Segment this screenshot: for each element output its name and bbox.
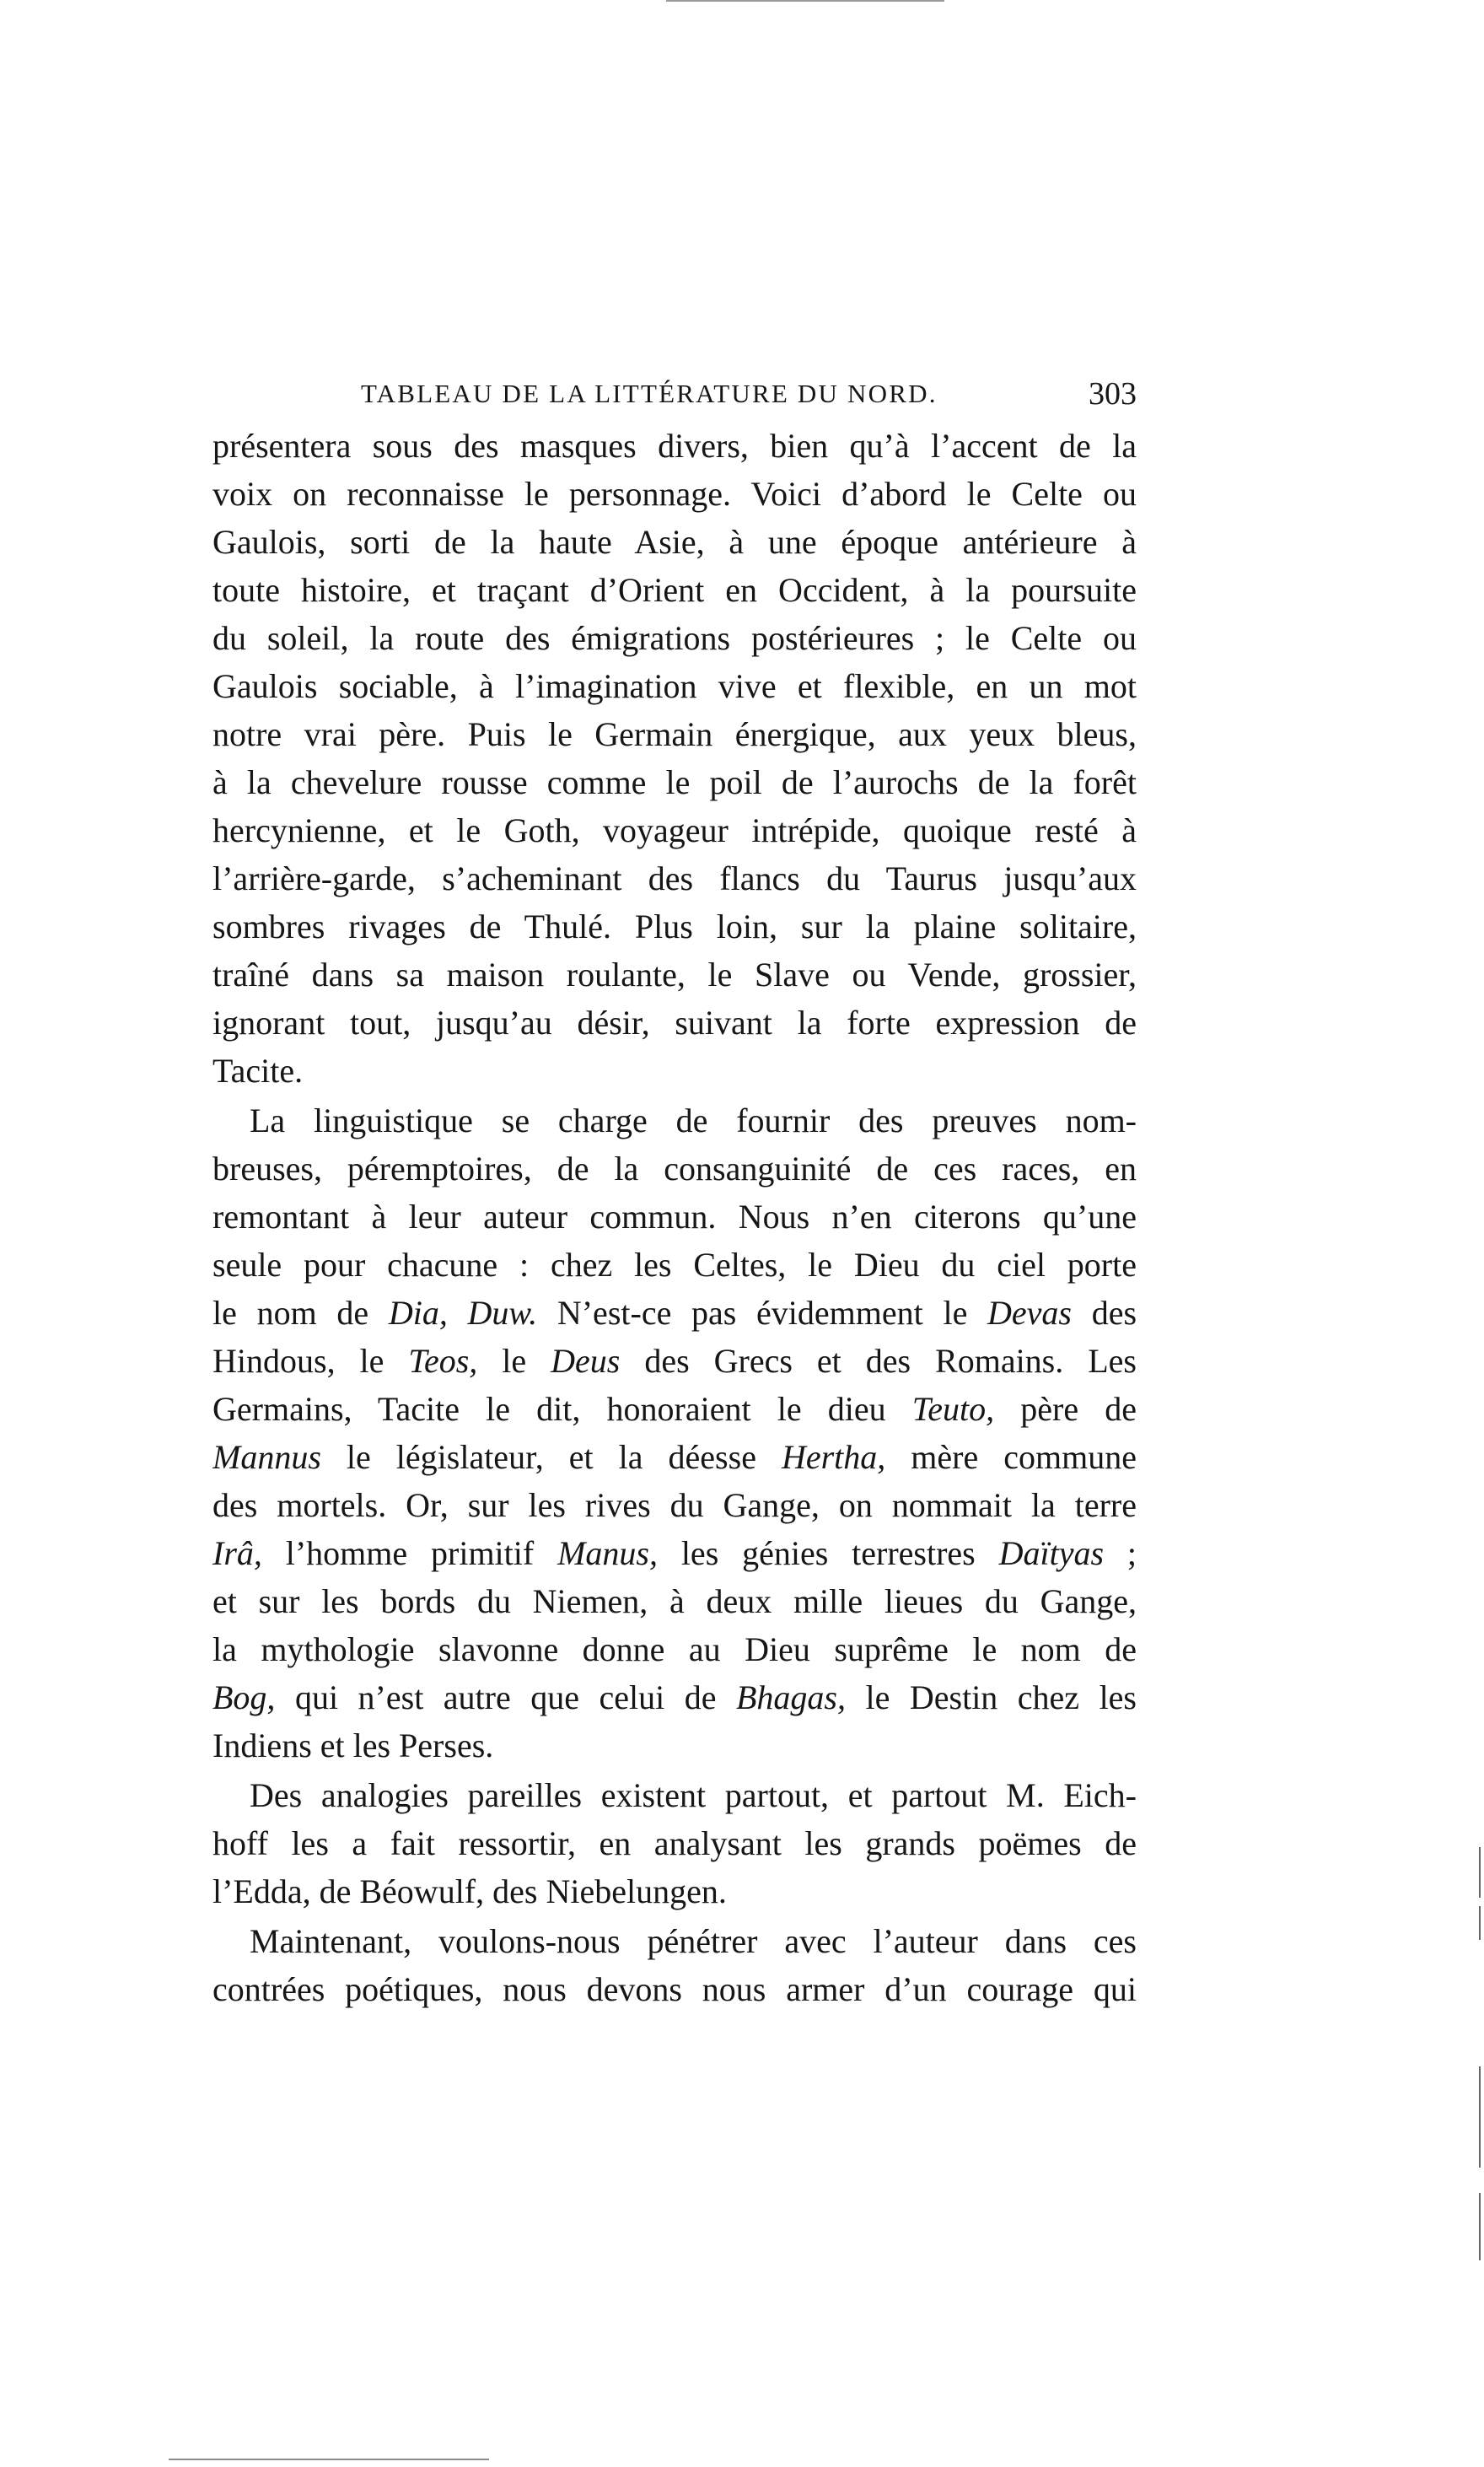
text-line: Gaulois, sorti de la haute Asie, à une époque antérieure à bbox=[212, 523, 1137, 561]
text-line: ignorant tout, jusqu’au désir, suivant la forte expression de bbox=[212, 1004, 1137, 1042]
text-line: contrées poétiques, nous devons nous armer d’un courage qui bbox=[212, 1970, 1137, 2008]
text-line: l’arrière-garde, s’acheminant des flancs du Taurus jusqu’aux bbox=[212, 859, 1137, 897]
page-number: 303 bbox=[1089, 376, 1137, 412]
scan-artifact-top bbox=[666, 0, 944, 2]
text-line: sombres rivages de Thulé. Plus loin, sur la plaine solitaire, bbox=[212, 908, 1137, 945]
running-title: TABLEAU DE LA LITTÉRATURE DU NORD. bbox=[361, 379, 938, 408]
text-line: voix on reconnaisse le personnage. Voici d’abord le Celte ou bbox=[212, 475, 1137, 513]
scan-edge-mark bbox=[1479, 1847, 1481, 1898]
text-line: remontant à leur auteur commun. Nous n’en citerons qu’une bbox=[212, 1198, 1137, 1236]
text-line: à la chevelure rousse comme le poil de l’aurochs de la forêt bbox=[212, 763, 1137, 801]
text-line: Gaulois sociable, à l’imagination vive et flexible, en un mot bbox=[212, 667, 1137, 705]
text-line: seule pour chacune : chez les Celtes, le Dieu du ciel porte bbox=[212, 1246, 1137, 1284]
text-line: des mortels. Or, sur les rives du Gange, on nommait la terre bbox=[212, 1486, 1137, 1524]
paragraph bbox=[212, 1771, 1137, 1915]
text-line: toute histoire, et traçant d’Orient en Occident, à la poursuite bbox=[212, 571, 1137, 609]
text-line: Maintenant, voulons-nous pénétrer avec l’auteur dans ces bbox=[250, 1922, 1137, 1960]
text-line: notre vrai père. Puis le Germain énergique, aux yeux bleus, bbox=[212, 715, 1137, 753]
text-line: le nom de Dia, Duw. N’est-ce pas évidemment le Devas des bbox=[212, 1294, 1137, 1332]
paragraph bbox=[212, 422, 1137, 1095]
scan-edge-mark bbox=[1479, 2193, 1481, 2260]
text-line: Hindous, le Teos, le Deus des Grecs et des Romains. Les bbox=[212, 1342, 1137, 1380]
text-line: hercynienne, et le Goth, voyageur intrépide, quoique resté à bbox=[212, 811, 1137, 849]
text-line: Germains, Tacite le dit, honoraient le dieu Teuto, père de bbox=[212, 1390, 1137, 1428]
text-line: traîné dans sa maison roulante, le Slave ou Vende, grossier, bbox=[212, 956, 1137, 994]
text-line: Irâ, l’homme primitif Manus, les génies terrestres Daïtyas ; bbox=[212, 1534, 1137, 1572]
text-line: l’Edda, de Béowulf, des Niebelungen. bbox=[212, 1872, 727, 1910]
text-line: Des analogies pareilles existent partout, et partout M. Eich- bbox=[250, 1776, 1137, 1814]
text-line: Indiens et les Perses. bbox=[212, 1726, 494, 1764]
text-line: et sur les bords du Niemen, à deux mille lieues du Gange, bbox=[212, 1582, 1137, 1620]
scan-edge-mark bbox=[1479, 2066, 1481, 2168]
scan-artifact-bottom bbox=[169, 2459, 489, 2460]
text-line: Bog, qui n’est autre que celui de Bhagas, le Destin chez les bbox=[212, 1678, 1137, 1716]
text-line: du soleil, la route des émigrations postérieures ; le Celte ou bbox=[212, 619, 1137, 657]
paragraph bbox=[212, 1917, 1137, 2013]
scan-edge-mark bbox=[1479, 1906, 1481, 1940]
text-line: Tacite. bbox=[212, 1052, 304, 1090]
paragraph bbox=[212, 1096, 1137, 1769]
running-head bbox=[211, 373, 1137, 415]
text-line: La linguistique se charge de fournir des preuves nom- bbox=[250, 1102, 1137, 1139]
text-line: hoff les a fait ressortir, en analysant les grands poëmes de bbox=[212, 1824, 1137, 1862]
text-line: breuses, péremptoires, de la consanguinité de ces races, en bbox=[212, 1150, 1137, 1188]
text-line: présentera sous des masques divers, bien qu’à l’accent de la bbox=[212, 427, 1137, 465]
text-line: la mythologie slavonne donne au Dieu suprême le nom de bbox=[212, 1630, 1137, 1668]
body-text bbox=[212, 422, 1137, 2013]
text-line: Mannus le législateur, et la déesse Hertha, mère commune bbox=[212, 1438, 1137, 1476]
